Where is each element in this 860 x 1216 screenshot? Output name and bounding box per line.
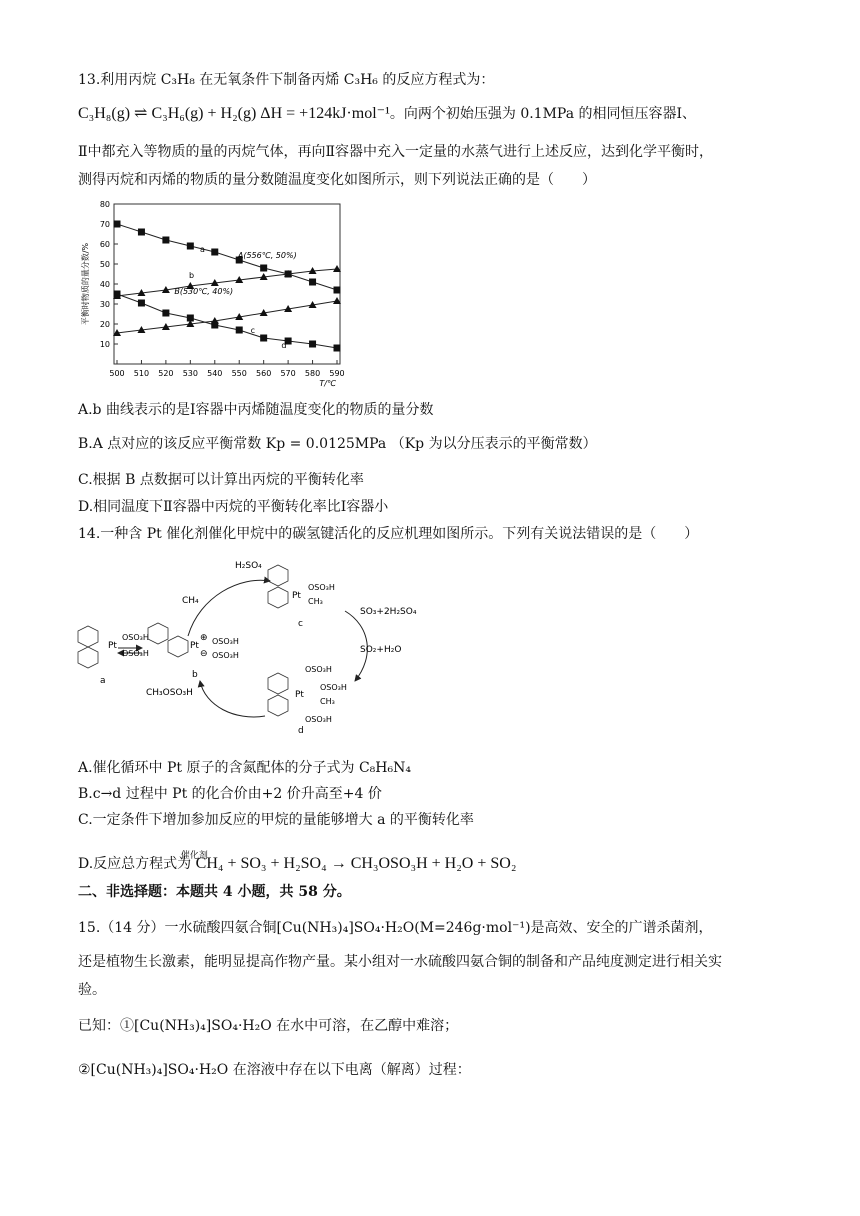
q13-equation-line: [78, 104, 696, 124]
ligand-d-bottom: OSO₃H: [305, 715, 332, 724]
point-d: [309, 341, 316, 348]
point-a: [334, 287, 341, 294]
point-d: [114, 291, 121, 298]
q13-line2-tail: 。向两个初始压强为 0.1MPa 的相同恒压容器Ⅰ、: [389, 106, 697, 122]
section-2-heading: 二、非选择题：本题共 4 小题，共 58 分。: [78, 884, 351, 900]
catalyst-label: 催化剂: [180, 851, 208, 861]
point-a: [309, 279, 316, 286]
q13-equation: C₃H₈(g) ⇌ C₃H₆(g) + H₂(g) ΔH = +124kJ·mol⁻¹: [78, 105, 390, 122]
q14-stem: 14.一种含 Pt 催化剂催化甲烷中的碳氢键活化的反应机理如图所示。下列有关说法错误的是（ ）: [78, 526, 699, 542]
x-tick-label: 540: [207, 369, 223, 378]
ligand-c-1: OSO₃H: [308, 583, 335, 592]
arrow-b-to-c: [188, 580, 270, 636]
q13-line3: Ⅱ中都充入等物质的量的丙烷气体，再向Ⅱ容器中充入一定量的水蒸气进行上述反应，达到化学平衡时，: [78, 144, 714, 160]
y-tick-label: 70: [99, 220, 110, 229]
pt-b: Pt: [190, 641, 199, 651]
x-tick-label: 590: [329, 369, 345, 378]
point-a: [114, 221, 121, 228]
charge-plus: ⊕: [200, 633, 208, 643]
y-axis-label: 平衡时物质的量分数/%: [81, 242, 90, 326]
point-d: [211, 322, 218, 329]
y-tick-label: 10: [99, 340, 110, 349]
y-tick-label: 50: [99, 260, 110, 269]
x-tick-label: 550: [231, 369, 247, 378]
q13-option-c: C.根据 B 点数据可以计算出丙烷的平衡转化率: [78, 472, 364, 488]
q13-option-a: A.b 曲线表示的是Ⅰ容器中丙烯随温度变化的物质的量分数: [78, 402, 434, 418]
species-so3-h2so4: SO₃+2H₂SO₄: [360, 607, 417, 617]
point-a: [211, 249, 218, 256]
series-label-a: a: [200, 245, 205, 254]
species-so2-h2o: SO₂+H₂O: [360, 645, 402, 655]
series-line-c: [117, 301, 337, 333]
species-ch3oso3h: CH₃OSO₃H: [146, 688, 193, 698]
q13-option-b: B.A 点对应的该反应平衡常数 Kp = 0.0125MPa （Kp 为以分压表示的平衡常数）: [78, 436, 597, 452]
complex-b: [148, 623, 239, 680]
label-c: c: [298, 619, 303, 629]
q13-line4: 测得丙烷和丙烯的物质的量分数随温度变化如图所示，则下列说法正确的是（ ）: [78, 172, 596, 188]
x-tick-label: 560: [256, 369, 272, 378]
pt-c: Pt: [292, 591, 301, 601]
q14-option-d: [78, 846, 517, 874]
label-a: a: [100, 676, 106, 686]
pt-d: Pt: [295, 690, 304, 700]
point-a: [138, 229, 145, 236]
annotation-point-a: A(556℃, 50%): [237, 251, 297, 260]
species-h2so4: H₂SO₄: [235, 561, 262, 571]
ligand-a-2: OSO₃H: [122, 649, 149, 658]
y-tick-label: 20: [99, 320, 110, 329]
ligand-b-2: OSO₃H: [212, 651, 239, 660]
y-tick-label: 30: [99, 300, 110, 309]
ligand-d-1: OSO₃H: [320, 683, 347, 692]
x-tick-label: 510: [133, 369, 150, 378]
chart-plot-area: [80, 200, 345, 388]
x-tick-label: 520: [158, 369, 174, 378]
x-tick-label: 530: [182, 369, 198, 378]
q14-option-c: C.一定条件下增加参加反应的甲烷的量能够增大 a 的平衡转化率: [78, 812, 474, 828]
annotation-point-b: B(530℃, 40%): [174, 287, 234, 296]
ligand-d-2: CH₃: [320, 697, 335, 706]
complex-d: [268, 665, 347, 736]
y-tick-label: 80: [99, 200, 110, 209]
y-tick-label: 60: [99, 240, 110, 249]
point-d: [260, 335, 267, 342]
series-line-d: [117, 294, 337, 348]
q15-known2: ②[Cu(NH₃)₄]SO₄·H₂O 在溶液中存在以下电离（解离）过程：: [78, 1062, 471, 1078]
q15-line2: 还是植物生长激素，能明显提高作物产量。某小组对一水硫酸四氨合铜的制备和产品纯度测定进行相关实: [78, 954, 722, 970]
x-tick-label: 500: [109, 369, 125, 378]
q15-line1: 15.（14 分）一水硫酸四氨合铜[Cu(NH₃)₄]SO₄·H₂O(M=246g·mol⁻¹)是高效、安全的广谱杀菌剂，: [78, 920, 713, 936]
q15-known1: 已知：①[Cu(NH₃)₄]SO₄·H₂O 在水中可溶，在乙醇中难溶；: [78, 1018, 459, 1034]
q14-option-d-prefix: D.反应总方程式为: [78, 856, 192, 872]
series-label-d: d: [281, 341, 287, 350]
q14-option-b: B.c→d 过程中 Pt 的化合价由+2 价升高至+4 价: [78, 786, 382, 802]
x-axis-label: T/℃: [319, 379, 336, 388]
series-line-a: [117, 224, 337, 290]
catalytic-cycle-diagram: [70, 556, 450, 736]
x-tick-label: 580: [304, 369, 321, 378]
q14-option-a: A.催化循环中 Pt 原子的含氮配体的分子式为 C₈H₆N₄: [78, 760, 411, 776]
q14-option-d-equation: CH₄ + SO₃ + H₂SO₄ → CH₃OSO₃H + H₂O + SO₂: [195, 855, 517, 872]
q15-line3: 验。: [78, 982, 106, 998]
x-tick-label: 570: [280, 369, 296, 378]
q13-option-d: D.相同温度下Ⅱ容器中丙烷的平衡转化率比Ⅰ容器小: [78, 499, 389, 515]
point-a: [260, 265, 267, 272]
complex-c: [268, 565, 335, 629]
point-d: [334, 345, 341, 352]
point-d: [236, 327, 243, 334]
point-a: [162, 237, 169, 244]
mole-fraction-chart: [78, 196, 348, 392]
label-b: b: [192, 670, 198, 680]
point-d: [138, 300, 145, 307]
ligand-b-1: OSO₃H: [212, 637, 239, 646]
series-label-c: c: [250, 326, 256, 335]
q13-stem: 13.利用丙烷 C₃H₈ 在无氧条件下制备丙烯 C₃H₆ 的反应方程式为：: [78, 72, 495, 88]
species-ch4: CH₄: [182, 596, 199, 606]
y-tick-label: 40: [99, 280, 110, 289]
ligand-a-1: OSO₃H: [122, 633, 149, 642]
ligand-d-top: OSO₃H: [305, 665, 332, 674]
label-d: d: [298, 726, 304, 736]
point-d: [187, 315, 194, 322]
pt-a: Pt: [108, 641, 117, 651]
series-label-b: b: [189, 271, 195, 280]
ligand-c-2: CH₃: [308, 597, 323, 606]
point-a: [187, 243, 194, 250]
plot-frame: [114, 204, 340, 364]
arrow-d-to-b: [200, 681, 265, 717]
point-d: [162, 310, 169, 317]
charge-minus: ⊖: [200, 649, 208, 659]
complex-a: [78, 626, 149, 686]
